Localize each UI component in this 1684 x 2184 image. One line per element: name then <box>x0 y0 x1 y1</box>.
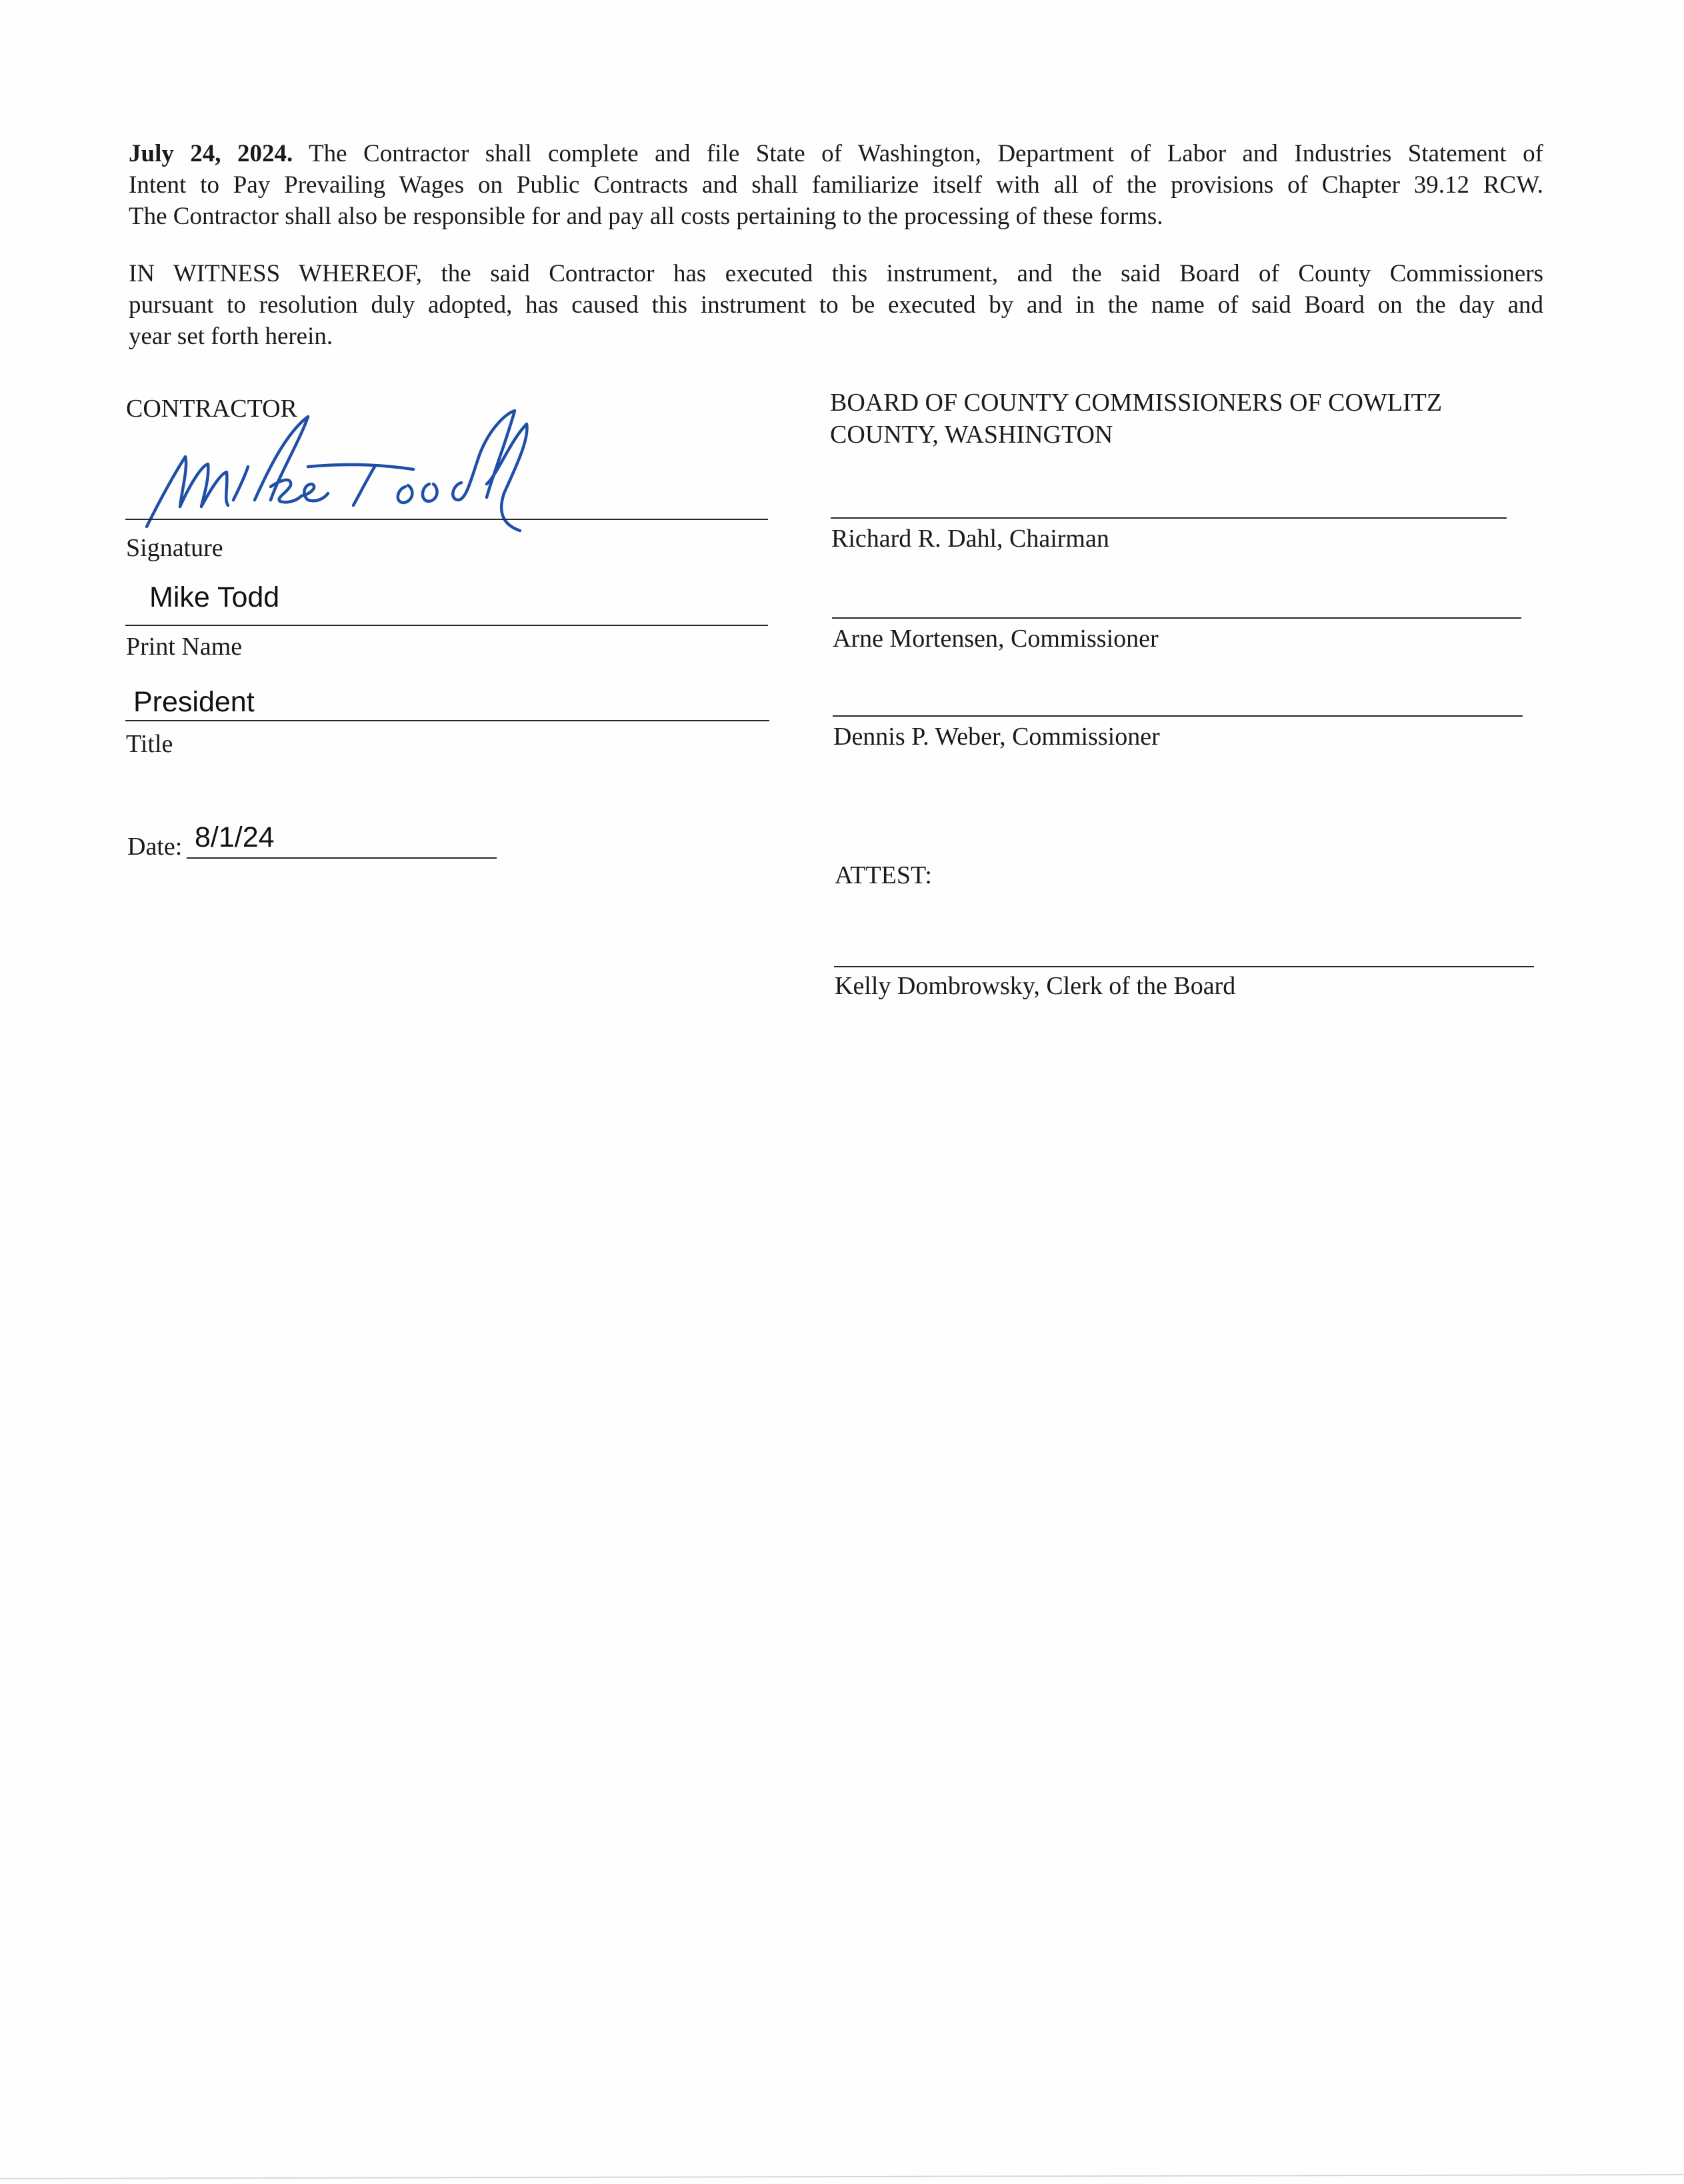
chairman-name: Richard R. Dahl, Chairman <box>831 525 1109 553</box>
date-label: Date: <box>127 833 183 861</box>
paragraph1-line1: The Contractor shall complete and file State of Washington, Department of Labor and Industries Statement of <box>309 140 1543 167</box>
paragraph-date: July 24, 2024. <box>129 140 293 167</box>
paragraph1-line2: Intent to Pay Prevailing Wages on Public Contracts and shall familiarize itself with all of the provisions of Chapter 39.12 RCW. <box>129 171 1543 199</box>
attest-label: ATTEST: <box>835 861 932 889</box>
print-name-label: Print Name <box>126 633 243 661</box>
date-line <box>187 857 497 859</box>
commissioner1-name: Arne Mortensen, Commissioner <box>833 625 1159 653</box>
board-heading-line2: COUNTY, WASHINGTON <box>830 421 1113 449</box>
paragraph2-line3: year set forth herein. <box>129 323 333 350</box>
board-heading-line1: BOARD OF COUNTY COMMISSIONERS OF COWLITZ <box>830 389 1443 417</box>
title-value: President <box>133 686 255 718</box>
signature-label: Signature <box>126 534 223 562</box>
commissioner2-name: Dennis P. Weber, Commissioner <box>833 723 1160 751</box>
commissioner1-signature-line <box>832 617 1521 619</box>
clerk-signature-line <box>834 966 1534 967</box>
contractor-heading: CONTRACTOR <box>126 395 297 423</box>
title-label: Title <box>126 730 173 758</box>
witness-paragraph <box>129 258 1543 352</box>
prevailing-wage-paragraph <box>129 138 1543 232</box>
title-line <box>125 720 769 721</box>
print-name-value: Mike Todd <box>149 581 280 613</box>
paragraph2-line2: pursuant to resolution duly adopted, has caused this instrument to be executed by and in the name of said Board on the day and <box>129 291 1543 319</box>
clerk-name: Kelly Dombrowsky, Clerk of the Board <box>835 972 1236 1000</box>
chairman-signature-line <box>831 517 1507 519</box>
paragraph2-line1: IN WITNESS WHEREOF, the said Contractor has executed this instrument, and the said Board of County Commissioners <box>129 260 1543 287</box>
print-name-line <box>125 625 768 626</box>
signature-line <box>125 519 768 520</box>
paragraph1-line3: The Contractor shall also be responsible for and pay all costs pertaining to the processing of these forms. <box>129 203 1163 230</box>
date-value: 8/1/24 <box>195 821 275 853</box>
commissioner2-signature-line <box>833 715 1523 717</box>
